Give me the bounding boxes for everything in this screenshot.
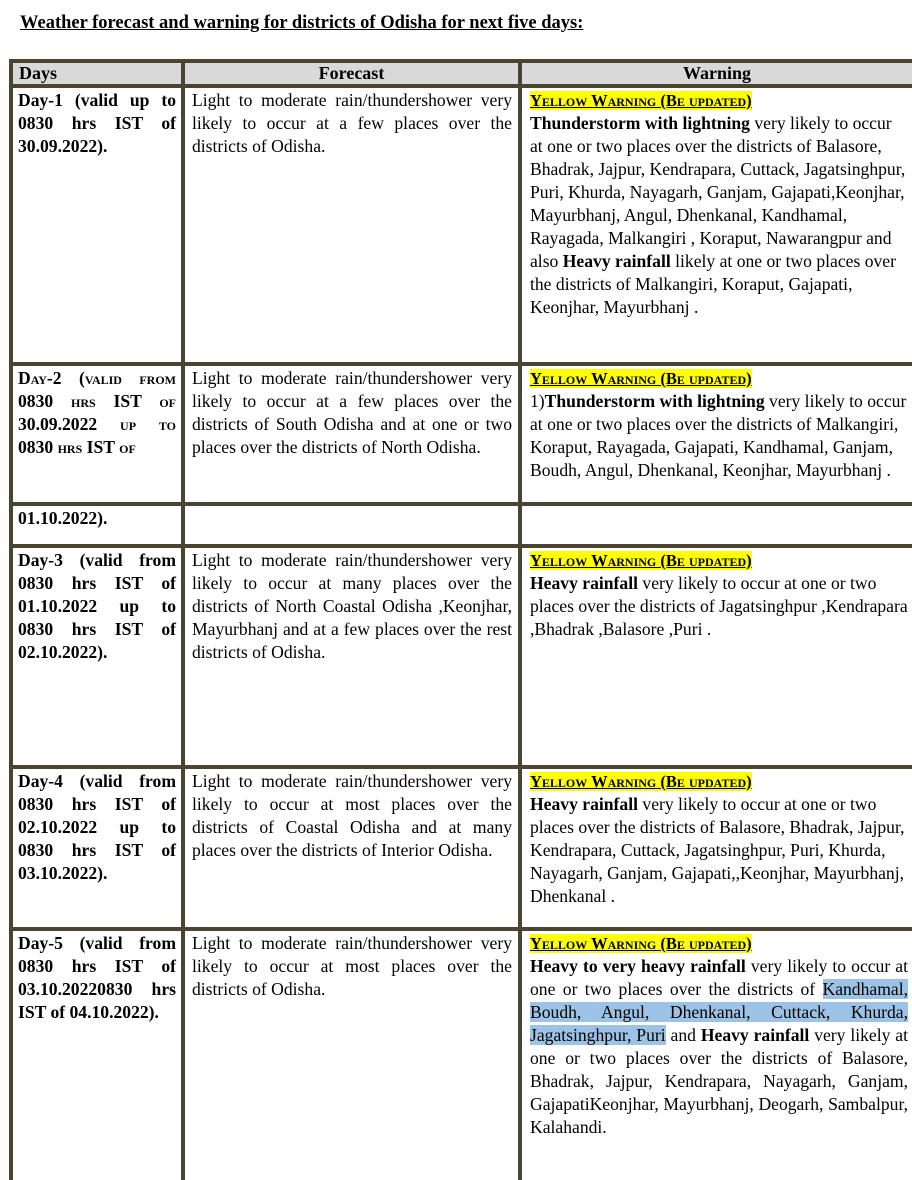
row-divider [9, 362, 912, 366]
column-divider [518, 59, 522, 1180]
warning-text: very likely to occur at one or two places over the districts of Malkangiri, Koraput, Rayagada, Gajapati, Kandhamal, Ganjam, Boudh, Angul, Dhenkanal, Keonjhar, Mayurbhanj . [530, 391, 907, 480]
day-4-validity: Day-4 (valid from 0830 hrs IST of 02.10.2022 up to 0830 hrs IST of 03.10.2022). [18, 771, 176, 883]
warning-bold: Thunderstorm with lightning [544, 391, 765, 411]
day-4-warning [530, 770, 908, 908]
header-warning: Warning [522, 63, 912, 84]
yellow-warning-badge: Yellow Warning (Be updated) [530, 934, 752, 953]
day-5-forecast: Light to moderate rain/thundershower very likely to occur at most places over the districts of Odisha. [192, 933, 512, 999]
yellow-warning-badge: Yellow Warning (Be updated) [530, 772, 752, 791]
row-divider [9, 927, 912, 931]
header-forecast: Forecast [185, 63, 518, 84]
warning-text: very likely to occur at one or two places over the districts of Jagatsinghpur ,Kendrapara ,Bhadrak ,Balasore ,Puri . [530, 573, 908, 639]
day-2-warning [530, 367, 908, 482]
day-5-warning [530, 932, 908, 1139]
day-1-validity: Day-1 (valid up to 0830 hrs IST of 30.09.2022). [18, 90, 176, 156]
warning-bold: Heavy rainfall [562, 251, 671, 271]
yellow-warning-badge: Yellow Warning (Be updated) [530, 551, 752, 570]
yellow-warning-badge: Yellow Warning (Be updated) [530, 369, 752, 388]
yellow-warning-badge: Yellow Warning (Be updated) [530, 91, 752, 110]
row-divider [9, 765, 912, 769]
warning-text: very likely to occur at one or two places over the districts of [530, 956, 908, 999]
day-5-validity: Day-5 (valid from 0830 hrs IST of 03.10.20220830 hrs IST of 04.10.2022). [18, 933, 176, 1022]
warning-bold: Thunderstorm with lightning [530, 113, 750, 133]
warning-bold: Heavy rainfall [700, 1025, 810, 1045]
header-days: Days [13, 63, 181, 84]
day-2-validity-continued: 01.10.2022). [18, 508, 108, 528]
day-2-validity: Day-2 (valid from 0830 hrs IST of 30.09.2022 up to 0830 hrs IST of [18, 368, 176, 457]
day-1-forecast: Light to moderate rain/thundershower very likely to occur at a few places over the districts of Odisha. [192, 90, 512, 156]
column-divider [181, 59, 185, 1180]
warning-prefix: 1) [530, 391, 545, 411]
warning-text: very likely at one or two places over the districts of Balasore, Bhadrak, Jajpur, Kendrapara, Nayagarh, Ganjam, GajapatiKeonjhar, Mayurbhanj, Deogarh, Sambalpur, Kalahandi. [530, 1025, 908, 1137]
row-divider [9, 544, 912, 548]
column-divider [9, 59, 13, 1180]
day-3-warning [530, 549, 908, 641]
day-2-forecast: Light to moderate rain/thundershower very likely to occur at a few places over the districts of South Odisha and at one or two places over the districts of North Odisha. [192, 368, 512, 457]
warning-bold: Heavy rainfall [530, 794, 638, 814]
warning-text: likely at one or two places over the districts of Malkangiri, Koraput, Gajapati, Keonjhar, Mayurbhanj . [530, 251, 896, 317]
warning-text: very likely to occur at one or two places over the districts of Balasore, Bhadrak, Jajpur, Kendrapara, Cuttack, Jagatsinghpur, Puri, Khurda, Nayagarh, Ganjam, Gajapati,Keonjhar, Mayurbhanj, Angul, Dhenkanal, Kandhamal, Rayagada, Malkangiri , Koraput, Nawarangpur and also [530, 113, 906, 271]
warning-text: and [665, 1025, 701, 1045]
warning-text: very likely to occur at one or two places over the districts of Balasore, Bhadrak, Jajpur, Kendrapara, Cuttack, Jagatsinghpur, Puri, Khurda, Nayagarh, Ganjam, Gajapati,,Keonjhar, Mayurbhanj, Dhenkanal . [530, 794, 905, 906]
day-4-forecast: Light to moderate rain/thundershower very likely to occur at most places over the districts of Coastal Odisha and at many places over the districts of Interior Odisha. [192, 771, 512, 860]
day-3-validity: Day-3 (valid from 0830 hrs IST of 01.10.2022 up to 0830 hrs IST of 02.10.2022). [18, 550, 176, 662]
row-divider [9, 502, 912, 506]
warning-bold: Heavy rainfall [530, 573, 638, 593]
day-3-forecast: Light to moderate rain/thundershower very likely to occur at many places over the districts of North Coastal Odisha ,Keonjhar, Mayurbhanj and at a few places over the rest districts of Odisha. [192, 550, 512, 662]
page-title: Weather forecast and warning for districts of Odisha for next five days: [20, 13, 584, 33]
warning-bold: Heavy to very heavy rainfall [530, 956, 746, 976]
row-divider [9, 84, 912, 88]
day-1-warning [530, 89, 908, 319]
highlighted-districts: Kandhamal, Boudh, Angul, Dhenkanal, Cuttack, Khurda, Jagatsinghpur, Puri [530, 979, 908, 1045]
